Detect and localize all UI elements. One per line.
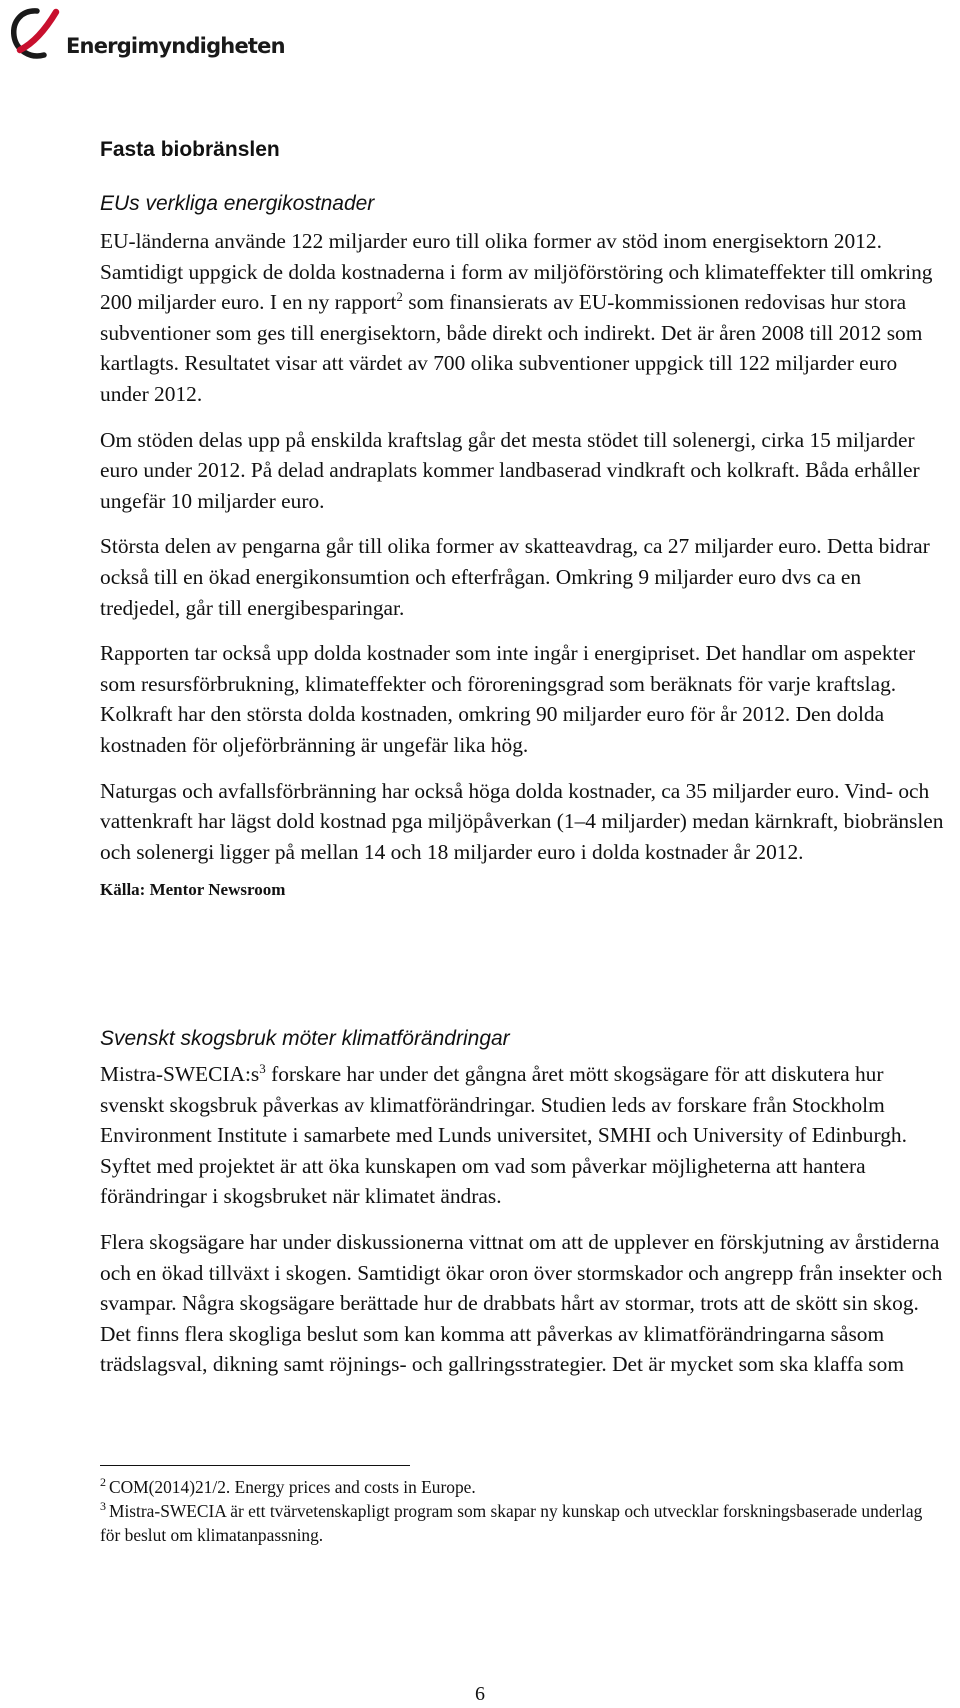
article-paragraph: Mistra-$SWECIA:s^3$ forskare har under det gångna året mött skogsägare för att diskutera hur svenskt skogsbruk påverkas av klimatförändringar. Studien leds av forskare från Stockholm Environment Institute i samarbete med Lunds universitet, SMHI och University of Edinburgh. Syftet med projektet är att öka kunskapen om vad som påverkar möjligheterna att hantera förändringar i skogsbruket när klimatet ändras.	[100, 1061, 907, 1209]
footnote-ref: 3	[259, 1061, 266, 1076]
footnote: $^2$ COM(2014)21/2. Energy prices and costs in Europe.	[100, 1475, 476, 1497]
source-credit: Källa: Mentor Newsroom	[100, 880, 286, 900]
footnote-ref: 2	[396, 289, 403, 305]
logo-swirl-icon	[6, 4, 68, 66]
article-paragraph: EU-länderna använde 122 miljarder euro till olika former av stöd inom energisektorn 2012. Samtidigt uppgick de dolda kostnaderna i form av miljöförstöring och klimateffekter till omkring 200 miljarder euro. I en ny rapport$^2$ som finansierats av EU-kommissionen redovisas hur stora subventioner som ges till energisektorn, både direkt och indirekt. Det är åren 2008 till 2012 som kartlagts. Resultatet visar att värdet av 700 olika subventioner uppgick till 122 miljarder euro under 2012.	[100, 229, 933, 406]
article-paragraph: Om stöden delas upp på enskilda kraftslag går det mesta stödet till solenergi, cirka 15 miljarder euro under 2012. På delad andraplats kommer landbaserad vindkraft och kolkraft. Båda erhåller ungefär 10 miljarder euro.	[100, 427, 920, 513]
footnote: $^3$ Mistra-SWECIA är ett tvärvetenskapligt program som skapar ny kunskap och utvecklar forskningsbaserade underlag för beslut om klimatanpassning.	[100, 1499, 923, 1545]
article-heading: Svenskt skogsbruk möter klimatförändringar	[100, 1027, 510, 1050]
article-paragraph: Flera skogsägare har under diskussionerna vittnat om att de upplever en förskjutning av årstiderna och en ökad tillväxt i skogen. Samtidigt ökar oron över stormskador och angrepp från insekter och svampar. Några skogsägare berättade hur de drabbats hårt av stormar, trots att de skött sin skog. Det finns flera skogliga beslut som kan komma att påverkas av klimatförändringarna såsom trädslagsval, dikning samt röjnings- och gallringsstrategier. Det är mycket som ska klaffa som	[100, 1229, 943, 1377]
footnote-divider	[100, 1465, 410, 1466]
article-paragraph: Naturgas och avfallsförbränning har också höga dolda kostnader, ca 35 miljarder euro. Vind- och vattenkraft har lägst dold kostnad pga miljöpåverkan (1–4 miljarder) medan kärnkraft, biobränslen och solenergi ligger på mellan 14 och 18 miljarder euro i dolda kostnader år 2012.	[100, 778, 944, 864]
page-number: 6	[475, 1683, 485, 1705]
section-title: Fasta biobränslen	[100, 138, 280, 161]
article-swedish-forestry	[100, 1027, 945, 1395]
logo-wordmark: Energimyndigheten	[66, 34, 285, 58]
energimyndigheten-logo	[6, 4, 306, 68]
article-paragraph: Största delen av pengarna går till olika former av skatteavdrag, ca 27 miljarder euro. Detta bidrar också till en ökad energikonsumtion och efterfrågan. Omkring 9 miljarder euro dvs ca en tredjedel, går till energibesparingar.	[100, 534, 930, 620]
footnotes	[100, 1475, 945, 1547]
article-heading: EUs verkliga energikostnader	[100, 192, 375, 215]
article-eu-energy-costs	[100, 192, 945, 900]
article-paragraph: Rapporten tar också upp dolda kostnader som inte ingår i energipriset. Det handlar om aspekter som resursförbrukning, klimateffekter och föroreningsgrad som beräknats för varje kraftslag. Kolkraft har den största dolda kostnaden, omkring 90 miljarder euro för år 2012. Den dolda kostnaden för oljeförbränning är ungefär lika hög.	[100, 641, 916, 757]
